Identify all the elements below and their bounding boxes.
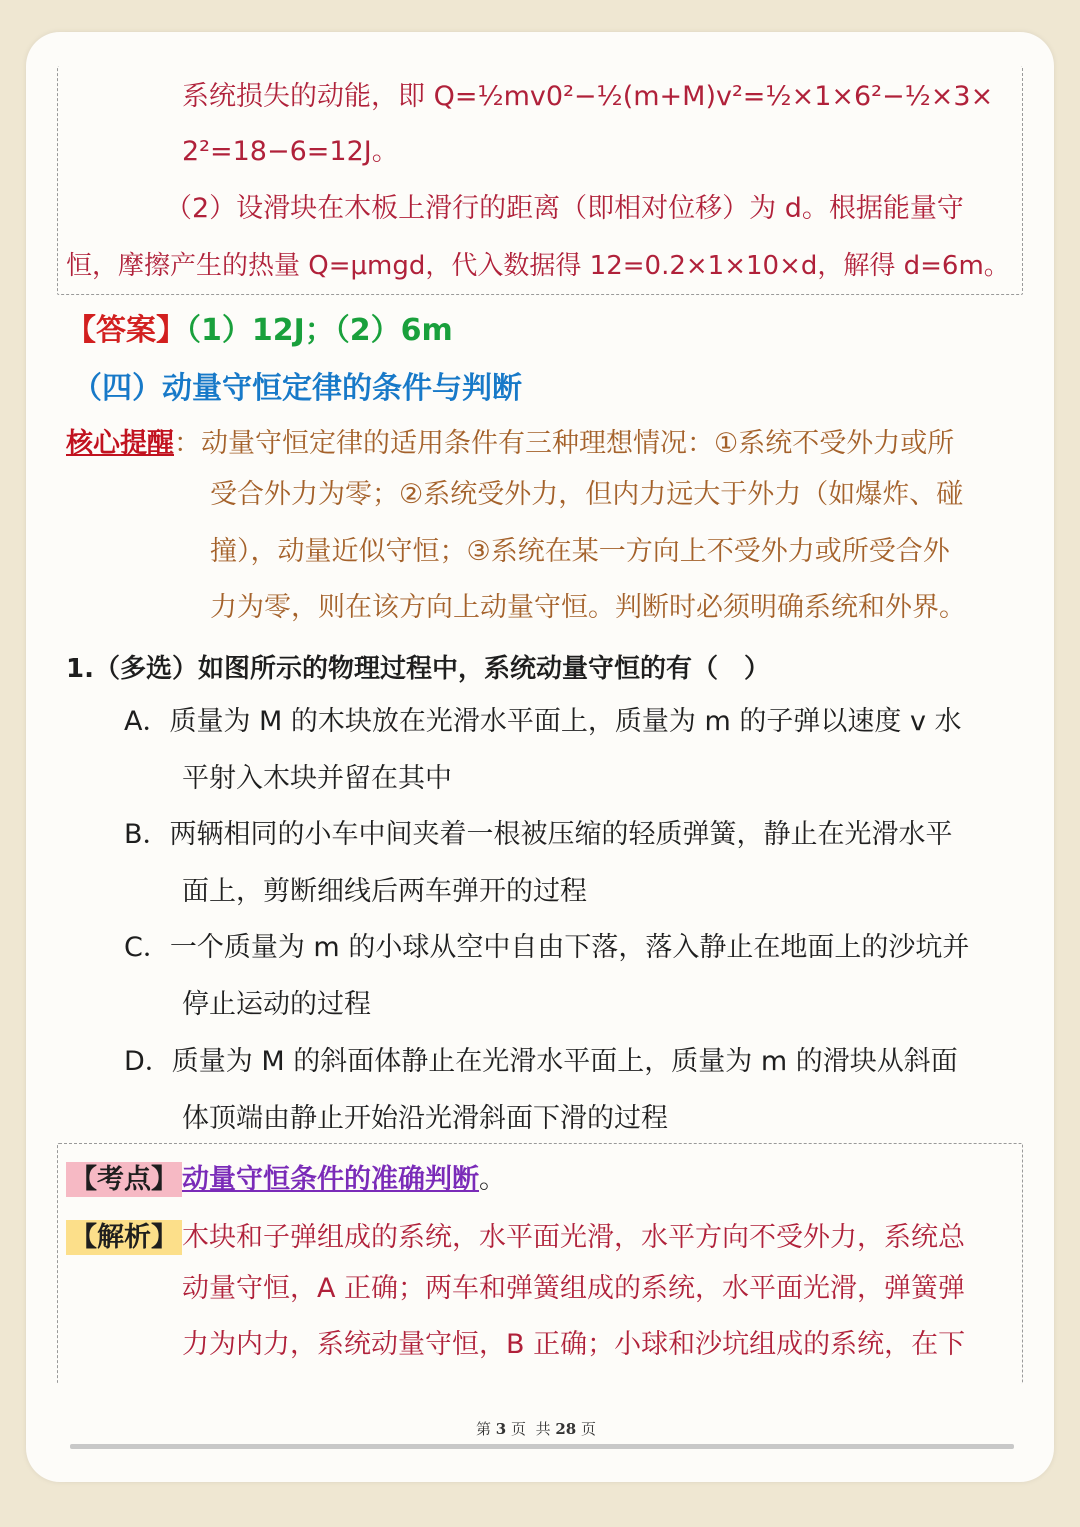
key-point-line-4: 力为零，则在该方向上动量守恒。判断时必须明确系统和外界。 [210,592,966,623]
option-d-line-1: D．质量为 M 的斜面体静止在光滑水平面上，质量为 m 的滑块从斜面 [124,1046,958,1077]
footer-post: 页 [581,1420,597,1438]
section-title: （四）动量守恒定律的条件与判断 [72,371,522,406]
footer-rule [70,1444,1014,1449]
option-c-line-2: 停止运动的过程 [182,989,371,1020]
answer-line [66,305,453,349]
solution-line-1: 系统损失的动能，即 Q=½mv0²−½(m+M)v²=½×1×6²−½×3× [182,81,994,112]
answer-label: 【答案】 [66,313,186,348]
jiexi-line-1 [66,1215,965,1255]
jiexi-text-1: 木块和子弹组成的系统，水平面光滑，水平方向不受外力，系统总 [182,1222,965,1253]
key-point-line-1: 动量守恒定律的适用条件有三种理想情况：①系统不受外力或所 [201,428,955,459]
footer-mid2: 共 [535,1420,551,1438]
jiexi-text-3: 力为内力，系统动量守恒，B 正确；小球和沙坑组成的系统，在下 [182,1329,966,1360]
kaodian-end: 。 [479,1164,506,1195]
jiexi-label: 【解析】 [66,1220,182,1255]
kaodian-text: 动量守恒条件的准确判断 [182,1164,479,1195]
key-point-colon: ： [174,428,201,459]
solution-line-3: （2）设滑块在木板上滑行的距离（即相对位移）为 d。根据能量守 [165,193,964,224]
option-d-line-2: 体顶端由静止开始沿光滑斜面下滑的过程 [182,1103,668,1134]
key-point-line-3: 撞），动量近似守恒；③系统在某一方向上不受外力或所受合外 [210,536,950,567]
kaodian-label: 【考点】 [66,1162,182,1197]
footer-total-pages: 28 [555,1420,577,1438]
option-b-line-2: 面上，剪断细线后两车弹开的过程 [182,876,587,907]
option-a-line-1: A．质量为 M 的木块放在光滑水平面上，质量为 m 的子弹以速度 v 水 [124,706,962,737]
option-a-line-2: 平射入木块并留在其中 [182,763,452,794]
footer-pre: 第 [476,1420,492,1438]
key-point-first-line [66,421,954,461]
key-point-label: 核心提醒 [66,428,174,459]
option-c-line-1: C．一个质量为 m 的小球从空中自由下落，落入静止在地面上的沙坑并 [124,932,970,963]
footer-current-page: 3 [495,1420,507,1438]
kaodian-line [66,1157,506,1197]
option-b-line-1: B．两辆相同的小车中间夹着一根被压缩的轻质弹簧，静止在光滑水平 [124,819,953,850]
jiexi-text-2: 动量守恒，A 正确；两车和弹簧组成的系统，水平面光滑，弹簧弹 [182,1273,966,1304]
key-point-line-2: 受合外力为零；②系统受外力，但内力远大于外力（如爆炸、碰 [210,479,964,510]
answer-value: （1）12J；（2）6m [186,313,453,348]
solution-line-2: 2²=18−6=12J。 [182,136,399,167]
question-stem: 1.（多选）如图所示的物理过程中，系统动量守恒的有（ ） [66,654,770,684]
footer-mid1: 页 [511,1420,527,1438]
solution-line-4: 恒，摩擦产生的热量 Q=μmgd，代入数据得 12=0.2×1×10×d，解得 d=6m。 [66,251,1010,281]
page-footer [476,1418,596,1439]
